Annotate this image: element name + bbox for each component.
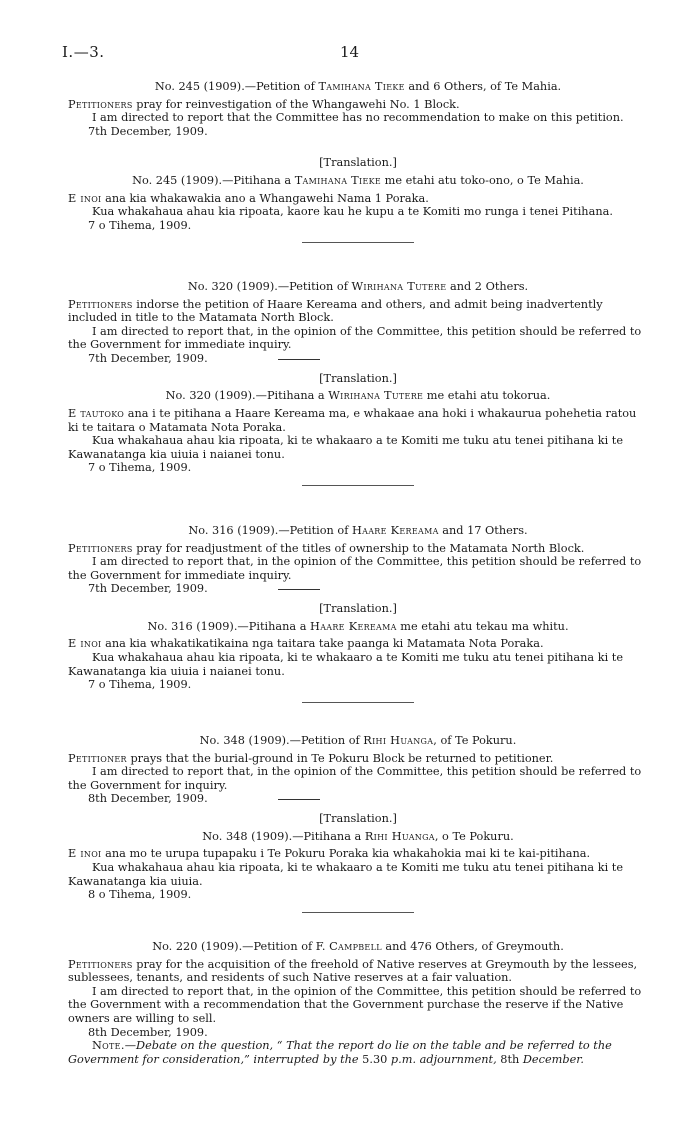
translation-report: Kua whakahaua ahau kia ripoata, ki te whakaaro a te Komiti me tuku atu tenei pitihana ki te Kawanatanga kia uiuia i naianei tonu. xyxy=(68,650,624,678)
petition-heading: No. 316 (1909).—Petition of Haare Kereama and 17 Others. xyxy=(188,524,528,537)
petition-prayer: Petitioners indorse the petition of Haare Kereama and others, and admit being inadvertently included in title to the Matamata North Block. xyxy=(68,297,603,325)
section-divider xyxy=(302,485,414,486)
committee-report: I am directed to report that, in the opinion of the Committee, this petition should be referred to the Government for inquiry. xyxy=(68,765,642,792)
petition-prayer: Petitioner prays that the burial-ground in Te Pokuru Block be returned to petitioner. xyxy=(68,751,554,765)
page-number: 14 xyxy=(340,43,360,61)
report-date: 8th December, 1909. xyxy=(88,1025,208,1039)
section-divider xyxy=(302,912,414,913)
translation-date: 7 o Tihema, 1909. xyxy=(88,218,192,232)
committee-report: I am directed to report that, in the opinion of the Committee, this petition should be referred to the Government for immediate inquiry. xyxy=(68,555,642,582)
translation-heading: No. 320 (1909).—Pitihana a Wirihana Tutere me etahi atu tokorua. xyxy=(165,389,551,403)
petition-prayer: Petitioners pray for reinvestigation of the Whangawehi No. 1 Block. xyxy=(68,97,460,111)
section-divider xyxy=(302,702,414,703)
report-date: 7th December, 1909. xyxy=(88,124,208,138)
translation-date: 8 o Tihema, 1909. xyxy=(88,888,192,902)
translation-report: Kua whakahaua ahau kia ripoata, ki te whakaaro a te Komiti me tuku atu tenei pitihana ki te Kawanatanga kia uiuia i naianei tonu. xyxy=(68,434,624,461)
petition-prayer: Petitioners pray for readjustment of the titles of ownership to the Matamata North Block. xyxy=(68,541,585,555)
short-divider xyxy=(278,799,320,800)
translation-label: [Translation.] xyxy=(319,812,397,826)
translation-report: Kua whakahaua ahau kia ripoata, ki te whakaaro a te Komiti me tuku atu tenei pitihana ki te Kawanatanga kia uiuia. xyxy=(68,860,624,888)
short-divider xyxy=(278,359,320,360)
petition-entry-320 xyxy=(68,280,648,486)
committee-report: I am directed to report that, in the opinion of the Committee, this petition should be referred to the Government for immediate inquiry. xyxy=(68,324,642,352)
section-divider xyxy=(302,242,414,243)
committee-report: I am directed to report that, in the opinion of the Committee, this petition should be referred to the Government with a recommendation that the Government purchase the reserve if the Native owners are willing to sell. xyxy=(68,984,642,1025)
report-date: 8th December, 1909. xyxy=(68,792,648,806)
debate-note: Note.—Debate on the question, “ That the report do lie on the table and be referred to the Government for consideration,” interrupted by the 5.30 p.m. adjournment, 8th December. xyxy=(68,1039,612,1066)
petition-entry-316 xyxy=(68,524,648,703)
translation-prayer: E inoi ana kia whakatikatikaina nga taitara take paanga ki Matamata Nota Poraka. xyxy=(68,637,544,651)
report-date: 7th December, 1909. xyxy=(68,352,648,366)
petition-prayer: Petitioners pray for the acquisition of the freehold of Native reserves at Greymouth by the lessees, sublessees, tenants, and residents of such Native reserves at a fair valuation. xyxy=(68,957,638,985)
translation-label: [Translation.] xyxy=(319,602,397,616)
translation-heading: No. 316 (1909).—Pitihana a Haare Kereama me etahi atu tekau ma whitu. xyxy=(147,619,569,633)
translation-heading: No. 348 (1909).—Pitihana a Rihi Huanga, o Te Pokuru. xyxy=(202,829,514,843)
report-date: 7th December, 1909. xyxy=(68,582,648,596)
committee-report: I am directed to report that the Committee has no recommendation to make on this petition. xyxy=(92,111,624,125)
translation-prayer: E tautoko ana i te pitihana a Haare Kereama ma, e whakaae ana hoki i whakaurua pohehetia ratou ki te taitara o Matamata Nota Poraka. xyxy=(68,406,637,434)
translation-date: 7 o Tihema, 1909. xyxy=(88,461,192,475)
petition-entry-348 xyxy=(68,734,648,913)
translation-date: 7 o Tihema, 1909. xyxy=(88,678,192,692)
translation-prayer: E inoi ana mo te urupa tupapaku i Te Pokuru Poraka kia whakahokia mai ki te kai-pitihana. xyxy=(68,847,591,861)
petition-heading: No. 245 (1909).—Petition of Tamihana Tieke and 6 Others, of Te Mahia. xyxy=(154,80,562,93)
petition-entry-220 xyxy=(68,940,648,1066)
petition-entry-245 xyxy=(68,80,648,243)
translation-prayer: E inoi ana kia whakawakia ano a Whangawehi Nama 1 Poraka. xyxy=(68,191,429,205)
petition-heading: No. 348 (1909).—Petition of Rihi Huanga, of Te Pokuru. xyxy=(199,734,517,747)
translation-heading: No. 245 (1909).—Pitihana a Tamihana Tieke me etahi atu toko-ono, o Te Mahia. xyxy=(132,173,584,187)
short-divider xyxy=(278,589,320,590)
translation-label: [Translation.] xyxy=(319,371,397,385)
translation-label: [Translation.] xyxy=(319,156,397,170)
petition-heading: No. 220 (1909).—Petition of F. Campbell and 476 Others, of Greymouth. xyxy=(152,940,564,953)
translation-report: Kua whakahaua ahau kia ripoata, kaore kau he kupu a te Komiti mo runga i tenei Pitihana. xyxy=(92,205,613,219)
petition-heading: No. 320 (1909).—Petition of Wirihana Tutere and 2 Others. xyxy=(187,280,529,293)
paper-reference: I.—3. xyxy=(62,43,105,61)
